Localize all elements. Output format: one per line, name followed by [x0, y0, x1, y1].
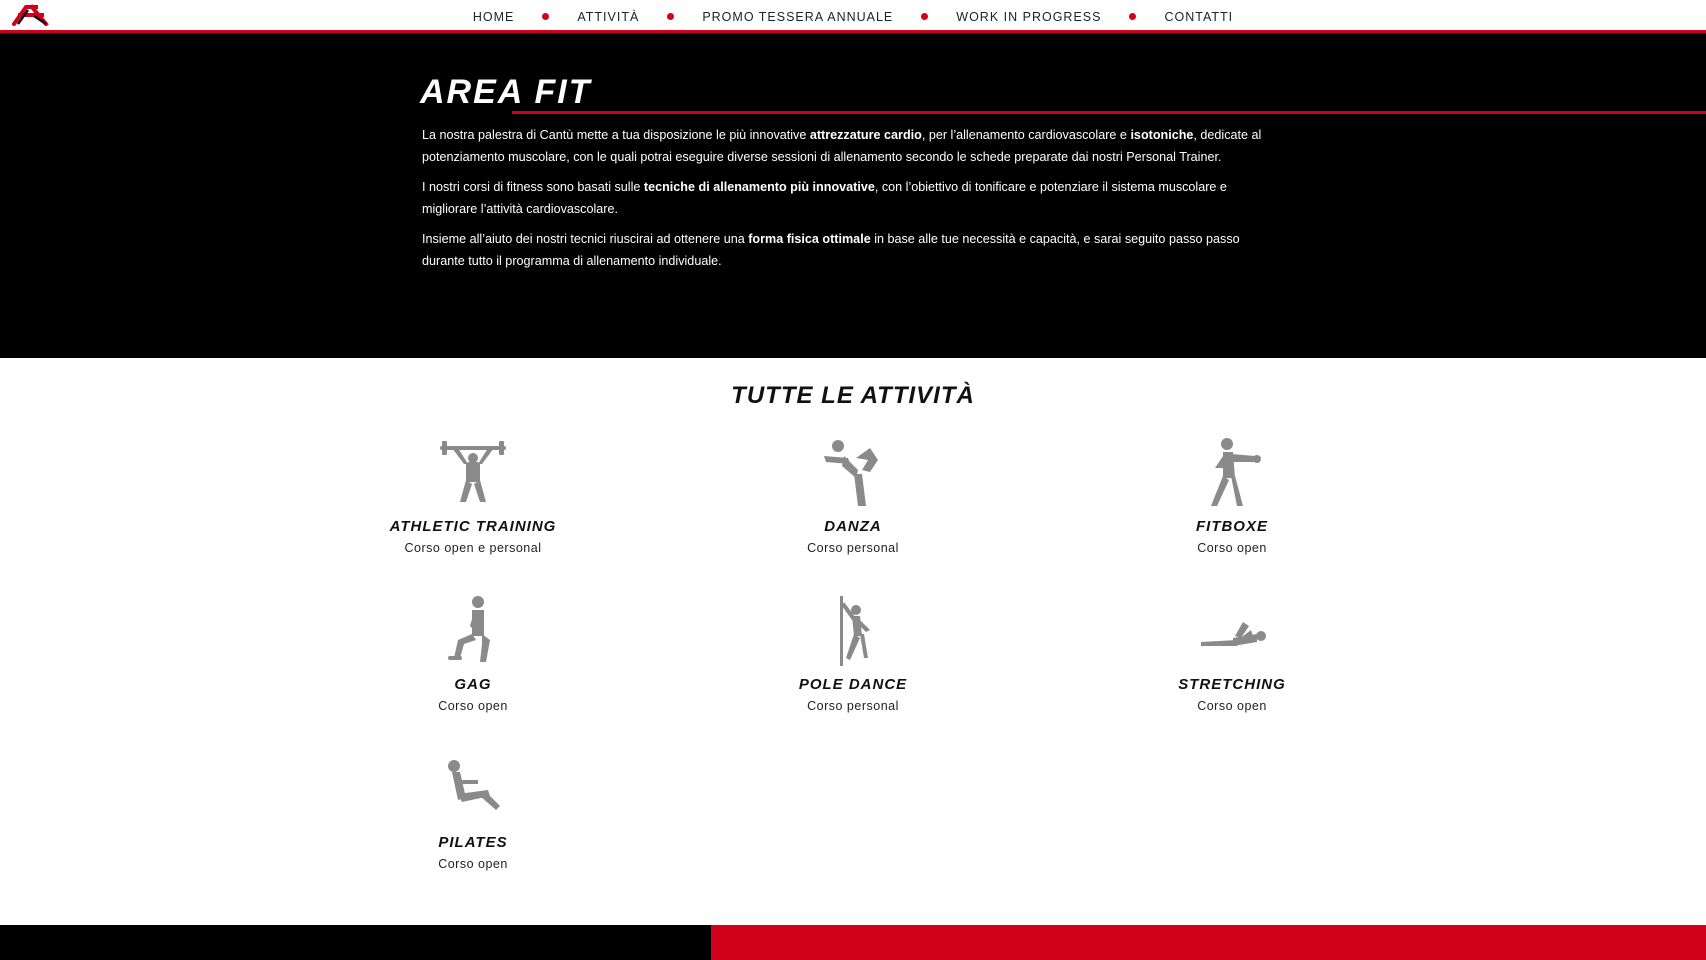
top-navigation-bar — [0, 0, 1706, 33]
hero-section — [0, 33, 1706, 358]
hero-paragraph-2: I nostri corsi di fitness sono basati sulle tecniche di allenamento più innovative, con l’obiettivo di tonificare e potenziare il sistema muscolare e migliorare l’attività cardiovascolare. — [422, 180, 1227, 216]
activity-card-stretching[interactable] — [1082, 596, 1382, 713]
activity-card-pilates[interactable] — [323, 754, 623, 871]
nav-separator-dot — [542, 13, 549, 20]
activity-name: DANZA — [824, 518, 882, 535]
lunge-icon — [438, 596, 508, 666]
activity-name: FITBOXE — [1195, 518, 1268, 535]
title-underline — [512, 111, 1706, 114]
nav-item-attivita[interactable]: ATTIVITÀ — [577, 9, 640, 24]
activity-card-fitboxe[interactable] — [1082, 438, 1382, 555]
hero-paragraph-3: Insieme all’aiuto dei nostri tecnici riuscirai ad ottenere una forma fisica ottimale in base alle tue necessità e capacità, e sarai seguito passo passo durante tutto il programma di allenamento individuale. — [422, 232, 1240, 268]
nav-item-promo[interactable]: PROMO TESSERA ANNUALE — [702, 9, 894, 24]
nav-separator-dot — [1129, 13, 1136, 20]
stretching-icon — [1197, 596, 1267, 666]
nav-item-contatti[interactable]: CONTATTI — [1164, 9, 1234, 24]
activity-subtitle: Corso open — [1197, 541, 1267, 555]
pole-dance-icon — [818, 596, 888, 666]
weightlifting-icon — [438, 438, 508, 508]
pilates-icon — [438, 754, 508, 824]
dance-icon — [818, 438, 888, 508]
activity-subtitle: Corso open — [1197, 699, 1267, 713]
activity-subtitle: Corso personal — [807, 699, 899, 713]
activity-name: ATHLETIC TRAINING — [389, 518, 557, 535]
activity-subtitle: Corso open — [438, 857, 508, 871]
hero-paragraph-1: La nostra palestra di Cantù mette a tua disposizione le più innovative attrezzature cardio, per l’allenamento cardiovascolare e isotoniche, dedicate al potenziamento muscolare, con le quali potrai eseguire diverse sessioni di allenamento secondo le schede preparate dai nostri Personal Trainer. — [422, 128, 1262, 164]
nav-item-work-in-progress[interactable]: WORK IN PROGRESS — [956, 9, 1102, 24]
hero-description — [422, 125, 1277, 281]
activity-subtitle: Corso open — [438, 699, 508, 713]
activity-card-gag[interactable] — [323, 596, 623, 713]
activity-card-danza[interactable] — [703, 438, 1003, 555]
footer-right-panel — [711, 925, 1706, 960]
activity-card-pole-dance[interactable] — [703, 596, 1003, 713]
footer-left-panel — [0, 925, 711, 960]
nav-separator-dot — [667, 13, 674, 20]
activity-card-athletic-training[interactable] — [323, 438, 623, 555]
activity-name: POLE DANCE — [798, 676, 908, 693]
boxing-icon — [1197, 438, 1267, 508]
nav-item-home[interactable]: HOME — [472, 9, 515, 24]
activity-subtitle: Corso open e personal — [404, 541, 542, 555]
nav-separator-dot — [921, 13, 928, 20]
activity-subtitle: Corso personal — [807, 541, 899, 555]
activity-name: GAG — [454, 676, 492, 693]
activities-section-title: TUTTE LE ATTIVITÀ — [731, 382, 975, 409]
page-title: AREA FIT — [420, 73, 592, 111]
activity-name: STRETCHING — [1178, 676, 1286, 693]
activity-name: PILATES — [438, 834, 508, 851]
main-nav — [0, 0, 1706, 33]
